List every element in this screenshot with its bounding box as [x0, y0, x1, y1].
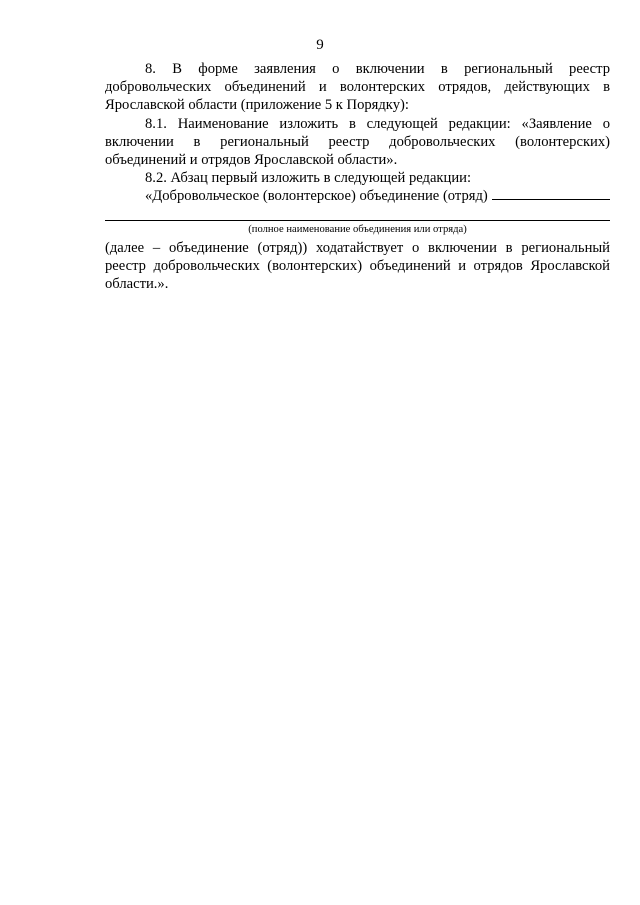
- paragraph-8-1: 8.1. Наименование изложить в следующей редакции: «Заявление о включении в региональный реестр добровольческих (волонтерских) объединений и отрядов Ярославской области».: [105, 115, 610, 169]
- quote-start-row: [105, 187, 610, 205]
- document-body: [105, 60, 610, 293]
- paragraph-8-2: 8.2. Абзац первый изложить в следующей редакции:: [145, 170, 472, 187]
- fill-in-line-full: [105, 206, 610, 221]
- page-number: 9: [316, 37, 324, 53]
- paragraph-8: 8. В форме заявления о включении в региональный реестр добровольческих объединений и волонтерских отрядов, действующих в Ярославской области (приложение 5 к Порядку):: [105, 61, 610, 114]
- continuation-paragraph: (далее – объединение (отряд)) ходатайствует о включении в региональный реестр добровольческих (волонтерских) объединений и отрядов Ярославской области.».: [105, 239, 610, 293]
- quote-start-text: «Добровольческое (волонтерское) объединение (отряд): [145, 188, 488, 205]
- fill-in-line: [492, 187, 610, 200]
- fill-in-caption: (полное наименование объединения или отряда): [248, 223, 467, 235]
